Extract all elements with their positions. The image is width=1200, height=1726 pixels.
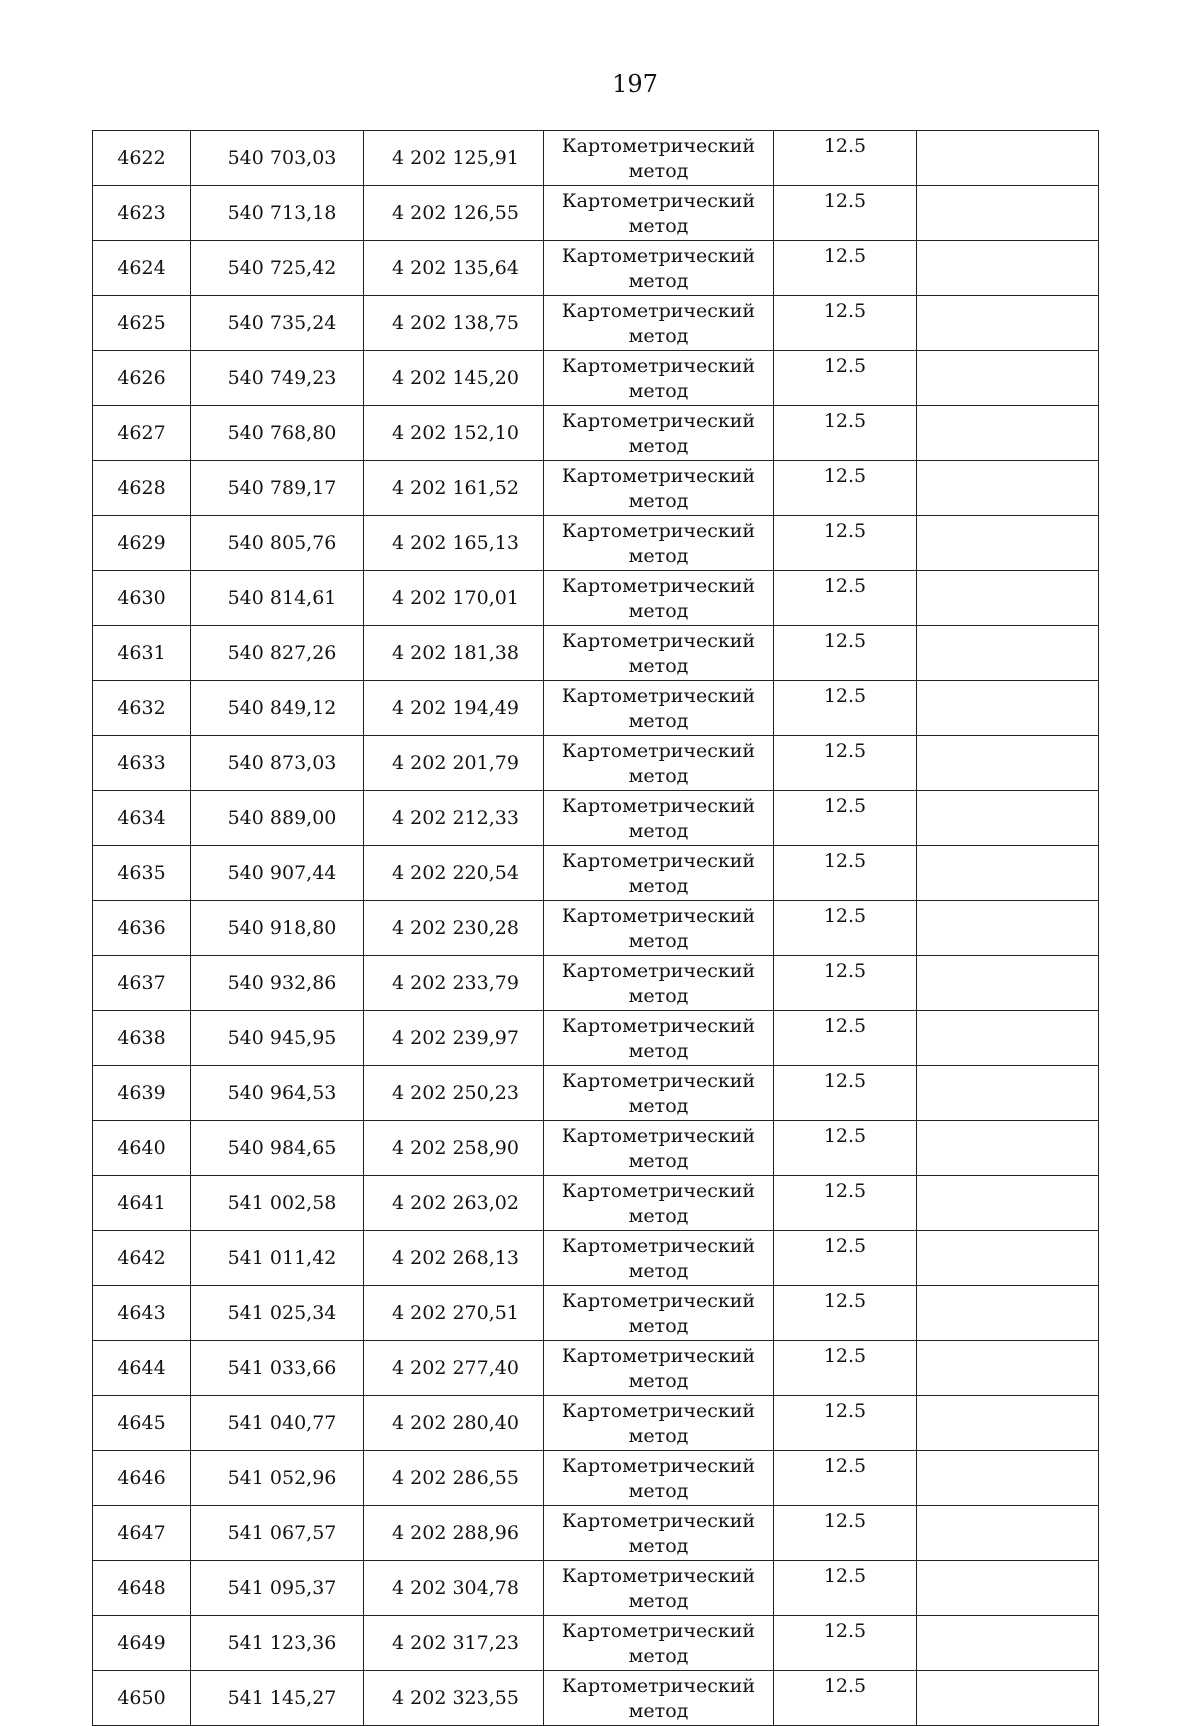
x-coordinate: 540 945,95 — [191, 1011, 364, 1066]
y-coordinate: 4 202 212,33 — [364, 791, 544, 846]
method-line-1: Картометрический — [561, 795, 756, 817]
accuracy-value: 12.5 — [823, 850, 867, 872]
empty-cell — [917, 736, 1099, 791]
point-number: 4626 — [93, 351, 191, 406]
point-number: 4636 — [93, 901, 191, 956]
method-line-2: метод — [628, 1535, 689, 1557]
table-row — [93, 351, 1099, 406]
y-coordinate: 4 202 201,79 — [364, 736, 544, 791]
x-coordinate: 540 789,17 — [191, 461, 364, 516]
accuracy-cell — [774, 461, 917, 516]
accuracy-cell — [774, 1176, 917, 1231]
method-line-1: Картометрический — [561, 135, 756, 157]
accuracy-cell — [774, 681, 917, 736]
method-line-1: Картометрический — [561, 905, 756, 927]
x-coordinate: 540 713,18 — [191, 186, 364, 241]
y-coordinate: 4 202 304,78 — [364, 1561, 544, 1616]
accuracy-cell — [774, 1286, 917, 1341]
empty-cell — [917, 1341, 1099, 1396]
table-row — [93, 956, 1099, 1011]
empty-cell — [917, 131, 1099, 186]
accuracy-value: 12.5 — [823, 960, 867, 982]
accuracy-cell — [774, 1341, 917, 1396]
point-number: 4643 — [93, 1286, 191, 1341]
method-cell — [544, 1066, 774, 1121]
x-coordinate: 541 067,57 — [191, 1506, 364, 1561]
method-cell — [544, 186, 774, 241]
table-row — [93, 461, 1099, 516]
method-line-1: Картометрический — [561, 1180, 756, 1202]
method-line-2: метод — [628, 1480, 689, 1502]
point-number: 4627 — [93, 406, 191, 461]
y-coordinate: 4 202 125,91 — [364, 131, 544, 186]
method-line-1: Картометрический — [561, 1125, 756, 1147]
table-row — [93, 791, 1099, 846]
accuracy-value: 12.5 — [823, 1125, 867, 1147]
y-coordinate: 4 202 194,49 — [364, 681, 544, 736]
accuracy-value: 12.5 — [823, 905, 867, 927]
accuracy-cell — [774, 131, 917, 186]
empty-cell — [917, 1616, 1099, 1671]
accuracy-value: 12.5 — [823, 355, 867, 377]
x-coordinate: 540 805,76 — [191, 516, 364, 571]
method-cell — [544, 1231, 774, 1286]
point-number: 4635 — [93, 846, 191, 901]
method-line-2: метод — [628, 545, 689, 567]
y-coordinate: 4 202 220,54 — [364, 846, 544, 901]
empty-cell — [917, 241, 1099, 296]
method-line-1: Картометрический — [561, 1565, 756, 1587]
y-coordinate: 4 202 268,13 — [364, 1231, 544, 1286]
method-cell — [544, 1121, 774, 1176]
method-line-1: Картометрический — [561, 685, 756, 707]
table-row — [93, 901, 1099, 956]
empty-cell — [917, 516, 1099, 571]
point-number: 4642 — [93, 1231, 191, 1286]
method-line-1: Картометрический — [561, 1620, 756, 1642]
accuracy-cell — [774, 1561, 917, 1616]
x-coordinate: 540 889,00 — [191, 791, 364, 846]
accuracy-cell — [774, 516, 917, 571]
empty-cell — [917, 1671, 1099, 1726]
table-row — [93, 1506, 1099, 1561]
accuracy-value: 12.5 — [823, 740, 867, 762]
method-line-2: метод — [628, 1700, 689, 1722]
page-number: 197 — [612, 70, 658, 98]
method-cell — [544, 956, 774, 1011]
empty-cell — [917, 626, 1099, 681]
accuracy-value: 12.5 — [823, 465, 867, 487]
method-cell — [544, 626, 774, 681]
table-row — [93, 406, 1099, 461]
method-line-1: Картометрический — [561, 245, 756, 267]
method-line-1: Картометрический — [561, 1675, 756, 1697]
point-number: 4633 — [93, 736, 191, 791]
empty-cell — [917, 1066, 1099, 1121]
x-coordinate: 541 052,96 — [191, 1451, 364, 1506]
method-line-1: Картометрический — [561, 465, 756, 487]
method-line-2: метод — [628, 1645, 689, 1667]
y-coordinate: 4 202 270,51 — [364, 1286, 544, 1341]
method-line-1: Картометрический — [561, 575, 756, 597]
empty-cell — [917, 296, 1099, 351]
method-cell — [544, 241, 774, 296]
table-row — [93, 1451, 1099, 1506]
method-cell — [544, 901, 774, 956]
x-coordinate: 541 025,34 — [191, 1286, 364, 1341]
point-number: 4637 — [93, 956, 191, 1011]
empty-cell — [917, 901, 1099, 956]
y-coordinate: 4 202 161,52 — [364, 461, 544, 516]
method-line-2: метод — [628, 930, 689, 952]
method-cell — [544, 1011, 774, 1066]
method-line-1: Картометрический — [561, 1290, 756, 1312]
y-coordinate: 4 202 165,13 — [364, 516, 544, 571]
empty-cell — [917, 1286, 1099, 1341]
table-row — [93, 1341, 1099, 1396]
method-cell — [544, 681, 774, 736]
empty-cell — [917, 571, 1099, 626]
table-row — [93, 1286, 1099, 1341]
accuracy-cell — [774, 956, 917, 1011]
method-cell — [544, 571, 774, 626]
coordinates-table — [92, 130, 1099, 1726]
method-cell — [544, 791, 774, 846]
accuracy-value: 12.5 — [823, 1015, 867, 1037]
table-row — [93, 131, 1099, 186]
method-line-2: метод — [628, 600, 689, 622]
accuracy-value: 12.5 — [823, 135, 867, 157]
method-cell — [544, 1671, 774, 1726]
accuracy-cell — [774, 1451, 917, 1506]
empty-cell — [917, 1561, 1099, 1616]
method-line-1: Картометрический — [561, 1235, 756, 1257]
accuracy-cell — [774, 296, 917, 351]
accuracy-value: 12.5 — [823, 685, 867, 707]
method-line-1: Картометрический — [561, 740, 756, 762]
method-cell — [544, 1616, 774, 1671]
point-number: 4634 — [93, 791, 191, 846]
method-cell — [544, 736, 774, 791]
method-line-1: Картометрический — [561, 960, 756, 982]
method-line-1: Картометрический — [561, 410, 756, 432]
method-line-1: Картометрический — [561, 190, 756, 212]
point-number: 4629 — [93, 516, 191, 571]
method-line-1: Картометрический — [561, 300, 756, 322]
table-row — [93, 1231, 1099, 1286]
empty-cell — [917, 1176, 1099, 1231]
y-coordinate: 4 202 239,97 — [364, 1011, 544, 1066]
method-line-2: метод — [628, 215, 689, 237]
x-coordinate: 540 768,80 — [191, 406, 364, 461]
method-line-2: метод — [628, 1590, 689, 1612]
method-line-1: Картометрический — [561, 1345, 756, 1367]
x-coordinate: 540 849,12 — [191, 681, 364, 736]
y-coordinate: 4 202 138,75 — [364, 296, 544, 351]
table-row — [93, 1671, 1099, 1726]
x-coordinate: 540 735,24 — [191, 296, 364, 351]
accuracy-value: 12.5 — [823, 1180, 867, 1202]
x-coordinate: 540 749,23 — [191, 351, 364, 406]
accuracy-value: 12.5 — [823, 1510, 867, 1532]
table-row — [93, 1396, 1099, 1451]
accuracy-value: 12.5 — [823, 1620, 867, 1642]
method-cell — [544, 846, 774, 901]
method-line-1: Картометрический — [561, 630, 756, 652]
y-coordinate: 4 202 152,10 — [364, 406, 544, 461]
point-number: 4650 — [93, 1671, 191, 1726]
x-coordinate: 540 984,65 — [191, 1121, 364, 1176]
table-row — [93, 1616, 1099, 1671]
y-coordinate: 4 202 258,90 — [364, 1121, 544, 1176]
x-coordinate: 541 095,37 — [191, 1561, 364, 1616]
table-row — [93, 626, 1099, 681]
empty-cell — [917, 186, 1099, 241]
accuracy-cell — [774, 791, 917, 846]
y-coordinate: 4 202 250,23 — [364, 1066, 544, 1121]
point-number: 4623 — [93, 186, 191, 241]
method-line-2: метод — [628, 655, 689, 677]
table-row — [93, 846, 1099, 901]
point-number: 4645 — [93, 1396, 191, 1451]
accuracy-cell — [774, 901, 917, 956]
method-line-2: метод — [628, 1040, 689, 1062]
x-coordinate: 541 033,66 — [191, 1341, 364, 1396]
empty-cell — [917, 406, 1099, 461]
table-row — [93, 736, 1099, 791]
accuracy-cell — [774, 1011, 917, 1066]
method-line-2: метод — [628, 1260, 689, 1282]
method-line-2: метод — [628, 710, 689, 732]
empty-cell — [917, 1231, 1099, 1286]
accuracy-value: 12.5 — [823, 300, 867, 322]
accuracy-value: 12.5 — [823, 1455, 867, 1477]
method-cell — [544, 1561, 774, 1616]
y-coordinate: 4 202 181,38 — [364, 626, 544, 681]
method-line-2: метод — [628, 1425, 689, 1447]
y-coordinate: 4 202 145,20 — [364, 351, 544, 406]
x-coordinate: 540 873,03 — [191, 736, 364, 791]
accuracy-cell — [774, 736, 917, 791]
point-number: 4639 — [93, 1066, 191, 1121]
accuracy-cell — [774, 406, 917, 461]
method-line-2: метод — [628, 875, 689, 897]
x-coordinate: 540 725,42 — [191, 241, 364, 296]
table-row — [93, 1066, 1099, 1121]
accuracy-value: 12.5 — [823, 575, 867, 597]
accuracy-value: 12.5 — [823, 1400, 867, 1422]
table-row — [93, 1121, 1099, 1176]
empty-cell — [917, 1121, 1099, 1176]
method-cell — [544, 131, 774, 186]
point-number: 4638 — [93, 1011, 191, 1066]
y-coordinate: 4 202 126,55 — [364, 186, 544, 241]
empty-cell — [917, 1451, 1099, 1506]
empty-cell — [917, 461, 1099, 516]
point-number: 4648 — [93, 1561, 191, 1616]
method-line-2: метод — [628, 325, 689, 347]
x-coordinate: 540 827,26 — [191, 626, 364, 681]
method-cell — [544, 516, 774, 571]
y-coordinate: 4 202 170,01 — [364, 571, 544, 626]
method-line-2: метод — [628, 765, 689, 787]
accuracy-value: 12.5 — [823, 190, 867, 212]
method-line-1: Картометрический — [561, 1015, 756, 1037]
y-coordinate: 4 202 317,23 — [364, 1616, 544, 1671]
accuracy-cell — [774, 1066, 917, 1121]
method-line-1: Картометрический — [561, 520, 756, 542]
x-coordinate: 540 703,03 — [191, 131, 364, 186]
method-cell — [544, 1451, 774, 1506]
accuracy-cell — [774, 626, 917, 681]
method-line-2: метод — [628, 490, 689, 512]
y-coordinate: 4 202 135,64 — [364, 241, 544, 296]
method-cell — [544, 1176, 774, 1231]
accuracy-cell — [774, 1671, 917, 1726]
table-row — [93, 241, 1099, 296]
coordinates-table-body — [93, 131, 1099, 1726]
empty-cell — [917, 1396, 1099, 1451]
accuracy-value: 12.5 — [823, 1675, 867, 1697]
accuracy-value: 12.5 — [823, 795, 867, 817]
method-cell — [544, 1506, 774, 1561]
accuracy-cell — [774, 1616, 917, 1671]
accuracy-cell — [774, 1506, 917, 1561]
point-number: 4640 — [93, 1121, 191, 1176]
empty-cell — [917, 1506, 1099, 1561]
y-coordinate: 4 202 280,40 — [364, 1396, 544, 1451]
accuracy-value: 12.5 — [823, 1565, 867, 1587]
accuracy-value: 12.5 — [823, 1345, 867, 1367]
y-coordinate: 4 202 323,55 — [364, 1671, 544, 1726]
point-number: 4631 — [93, 626, 191, 681]
x-coordinate: 541 011,42 — [191, 1231, 364, 1286]
accuracy-cell — [774, 1231, 917, 1286]
method-line-1: Картометрический — [561, 1070, 756, 1092]
x-coordinate: 541 145,27 — [191, 1671, 364, 1726]
y-coordinate: 4 202 230,28 — [364, 901, 544, 956]
point-number: 4632 — [93, 681, 191, 736]
table-row — [93, 186, 1099, 241]
table-row — [93, 1176, 1099, 1231]
y-coordinate: 4 202 263,02 — [364, 1176, 544, 1231]
method-line-1: Картометрический — [561, 1510, 756, 1532]
table-row — [93, 296, 1099, 351]
y-coordinate: 4 202 288,96 — [364, 1506, 544, 1561]
empty-cell — [917, 681, 1099, 736]
y-coordinate: 4 202 286,55 — [364, 1451, 544, 1506]
table-row — [93, 571, 1099, 626]
x-coordinate: 540 918,80 — [191, 901, 364, 956]
table-row — [93, 516, 1099, 571]
accuracy-cell — [774, 1396, 917, 1451]
method-cell — [544, 351, 774, 406]
x-coordinate: 541 002,58 — [191, 1176, 364, 1231]
method-line-2: метод — [628, 1205, 689, 1227]
method-cell — [544, 406, 774, 461]
accuracy-value: 12.5 — [823, 520, 867, 542]
point-number: 4624 — [93, 241, 191, 296]
empty-cell — [917, 351, 1099, 406]
accuracy-value: 12.5 — [823, 630, 867, 652]
table-row — [93, 1011, 1099, 1066]
point-number: 4647 — [93, 1506, 191, 1561]
accuracy-value: 12.5 — [823, 245, 867, 267]
accuracy-cell — [774, 186, 917, 241]
x-coordinate: 541 040,77 — [191, 1396, 364, 1451]
method-line-2: метод — [628, 1095, 689, 1117]
method-line-2: метод — [628, 1370, 689, 1392]
method-line-1: Картометрический — [561, 850, 756, 872]
accuracy-cell — [774, 846, 917, 901]
y-coordinate: 4 202 233,79 — [364, 956, 544, 1011]
empty-cell — [917, 956, 1099, 1011]
accuracy-value: 12.5 — [823, 1070, 867, 1092]
method-line-2: метод — [628, 985, 689, 1007]
accuracy-cell — [774, 241, 917, 296]
method-cell — [544, 461, 774, 516]
x-coordinate: 540 814,61 — [191, 571, 364, 626]
empty-cell — [917, 791, 1099, 846]
table-row — [93, 1561, 1099, 1616]
method-line-2: метод — [628, 1150, 689, 1172]
accuracy-cell — [774, 1121, 917, 1176]
method-line-1: Картометрический — [561, 1455, 756, 1477]
point-number: 4625 — [93, 296, 191, 351]
method-cell — [544, 1286, 774, 1341]
empty-cell — [917, 846, 1099, 901]
empty-cell — [917, 1011, 1099, 1066]
accuracy-value: 12.5 — [823, 410, 867, 432]
point-number: 4628 — [93, 461, 191, 516]
x-coordinate: 540 964,53 — [191, 1066, 364, 1121]
method-line-2: метод — [628, 1315, 689, 1337]
accuracy-cell — [774, 351, 917, 406]
method-line-2: метод — [628, 820, 689, 842]
method-cell — [544, 1396, 774, 1451]
method-line-1: Картометрический — [561, 1400, 756, 1422]
point-number: 4644 — [93, 1341, 191, 1396]
method-cell — [544, 1341, 774, 1396]
table-row — [93, 681, 1099, 736]
point-number: 4646 — [93, 1451, 191, 1506]
method-line-2: метод — [628, 380, 689, 402]
x-coordinate: 540 907,44 — [191, 846, 364, 901]
accuracy-value: 12.5 — [823, 1290, 867, 1312]
y-coordinate: 4 202 277,40 — [364, 1341, 544, 1396]
point-number: 4630 — [93, 571, 191, 626]
point-number: 4649 — [93, 1616, 191, 1671]
x-coordinate: 540 932,86 — [191, 956, 364, 1011]
point-number: 4622 — [93, 131, 191, 186]
accuracy-cell — [774, 571, 917, 626]
method-line-2: метод — [628, 160, 689, 182]
method-line-2: метод — [628, 435, 689, 457]
accuracy-value: 12.5 — [823, 1235, 867, 1257]
method-cell — [544, 296, 774, 351]
method-line-1: Картометрический — [561, 355, 756, 377]
point-number: 4641 — [93, 1176, 191, 1231]
method-line-2: метод — [628, 270, 689, 292]
x-coordinate: 541 123,36 — [191, 1616, 364, 1671]
